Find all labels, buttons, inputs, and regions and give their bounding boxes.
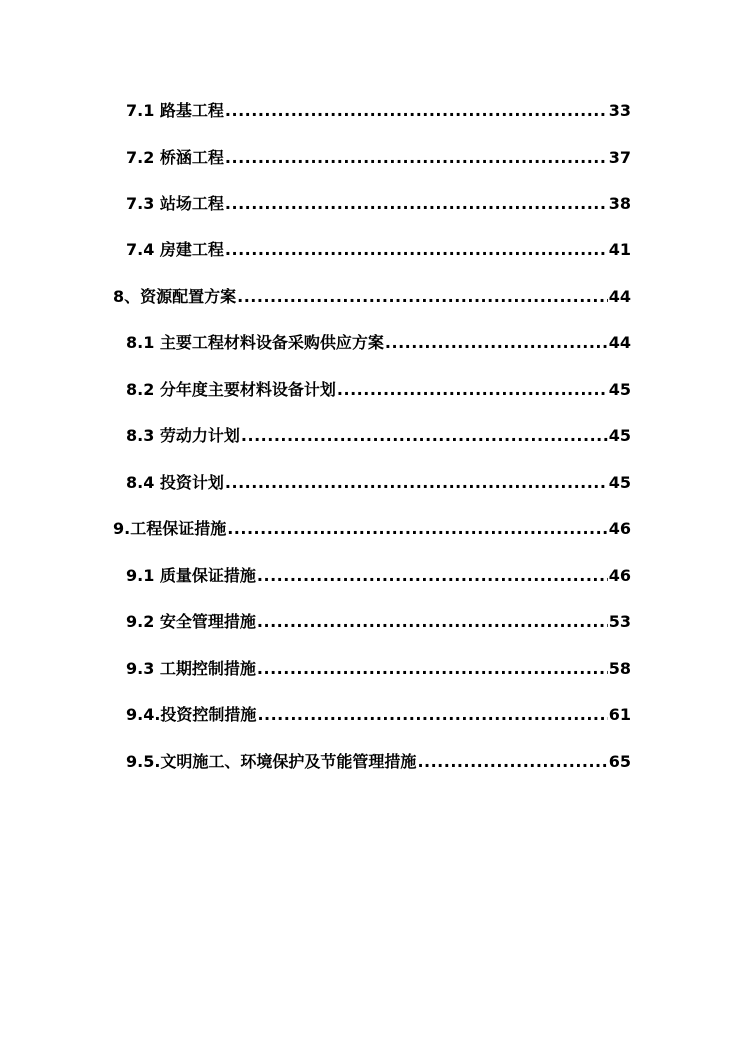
toc-entry-page: 61 [608,705,631,724]
toc-entry-title: 9.5.文明施工、环境保护及节能管理措施 [126,752,417,771]
dot-leader [257,561,608,591]
toc-entry-page: 33 [608,101,631,120]
toc-entry-9-2[interactable] [126,607,631,637]
dot-leader [241,421,608,451]
toc-entry-8-4[interactable] [126,468,631,498]
dot-leader [225,468,608,498]
dot-leader [225,143,608,173]
toc-entry-page: 45 [608,426,631,445]
toc-entry-page: 46 [608,519,631,538]
toc-entry-title: 9.4.投资控制措施 [126,705,257,724]
toc-entry-page: 65 [608,752,631,771]
toc-entry-page: 41 [608,240,631,259]
toc-entry-title: 7.1 路基工程 [126,101,224,120]
dot-leader [225,189,608,219]
dot-leader [257,654,608,684]
toc-entry-title: 8、资源配置方案 [113,287,237,306]
toc-entry-title: 7.2 桥涵工程 [126,148,224,167]
dot-leader [337,375,608,405]
toc-entry-page: 45 [608,473,631,492]
toc-entry-page: 38 [608,194,631,213]
dot-leader [257,607,608,637]
toc-entry-title: 9.2 安全管理措施 [126,612,256,631]
toc-entry-8-1[interactable] [126,328,631,358]
toc-entry-title: 9.3 工期控制措施 [126,659,256,678]
toc-entry-9-1[interactable] [126,561,631,591]
toc-entry-7-1[interactable] [126,96,631,126]
toc-entry-page: 58 [608,659,631,678]
toc-entry-8-2[interactable] [126,375,631,405]
toc-entry-8[interactable] [113,282,631,312]
dot-leader [385,328,608,358]
toc-entry-page: 44 [608,333,631,352]
dot-leader [257,700,607,730]
toc-entry-9-3[interactable] [126,654,631,684]
toc-entry-7-2[interactable] [126,143,631,173]
dot-leader [237,282,608,312]
toc-entry-page: 53 [608,612,631,631]
toc-entry-title: 9.工程保证措施 [113,519,227,538]
dot-leader [225,96,608,126]
toc-entry-7-3[interactable] [126,189,631,219]
toc-entry-page: 46 [608,566,631,585]
dot-leader [227,514,608,544]
toc-entry-title: 8.3 劳动力计划 [126,426,240,445]
toc-entry-9-4[interactable] [126,700,631,730]
toc-entry-page: 45 [608,380,631,399]
toc-entry-9-5[interactable] [126,747,631,777]
dot-leader [417,747,607,777]
dot-leader [225,235,608,265]
toc-entry-title: 8.2 分年度主要材料设备计划 [126,380,336,399]
toc-entry-title: 7.4 房建工程 [126,240,224,259]
toc-entry-title: 8.4 投资计划 [126,473,224,492]
toc-entry-page: 37 [608,148,631,167]
toc-entry-8-3[interactable] [126,421,631,451]
toc-entry-title: 8.1 主要工程材料设备采购供应方案 [126,333,384,352]
toc-entry-title: 7.3 站场工程 [126,194,224,213]
toc-entry-title: 9.1 质量保证措施 [126,566,256,585]
toc-entry-9[interactable] [113,514,631,544]
toc-entry-page: 44 [608,287,631,306]
toc-entry-7-4[interactable] [126,235,631,265]
